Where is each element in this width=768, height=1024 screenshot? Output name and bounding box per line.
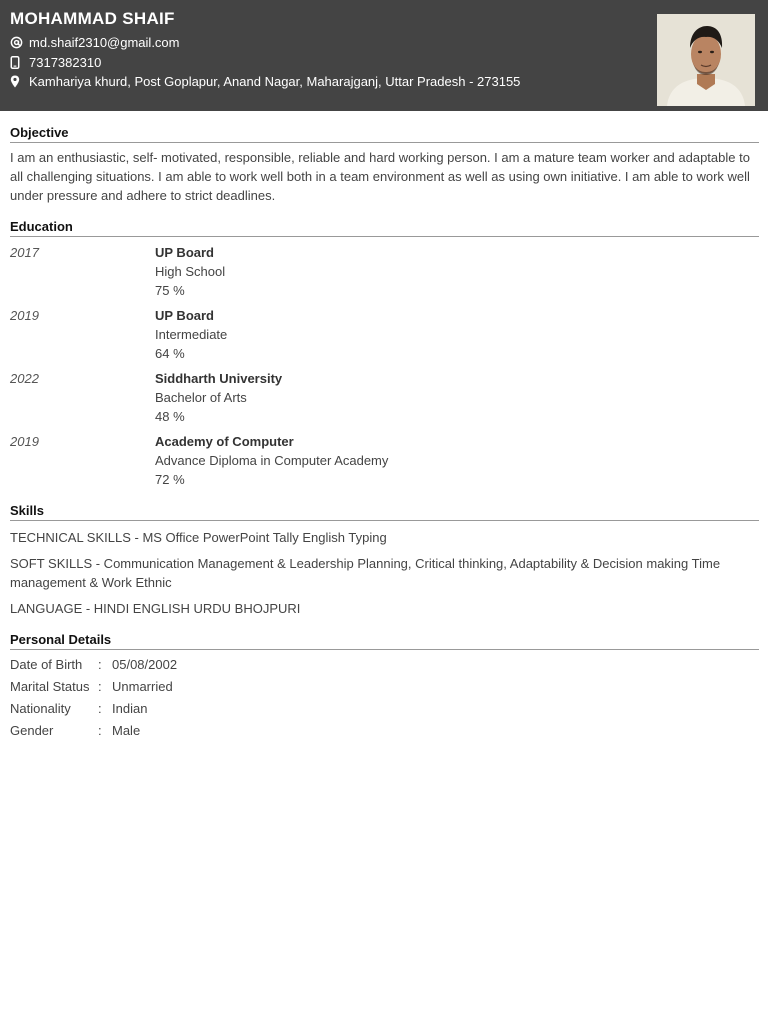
education-entry xyxy=(10,432,759,489)
skills-heading: Skills xyxy=(10,503,759,521)
education-course: Advance Diploma in Computer Academy xyxy=(155,453,389,468)
education-course: Bachelor of Arts xyxy=(155,390,247,405)
personal-detail-label: Gender xyxy=(10,723,54,738)
profile-photo xyxy=(657,14,755,106)
address-row xyxy=(10,72,758,92)
education-institution: UP Board xyxy=(155,308,214,323)
phone-row xyxy=(10,53,758,73)
resume-content xyxy=(0,125,768,742)
map-marker-icon xyxy=(10,75,29,88)
personal-details-table xyxy=(10,654,759,742)
education-entry xyxy=(10,369,759,426)
skill-language: LANGUAGE - HINDI ENGLISH URDU BHOJPURI xyxy=(10,601,301,616)
education-score: 75 % xyxy=(155,283,185,298)
candidate-name: MOHAMMAD SHAIF xyxy=(10,9,175,28)
education-score: 48 % xyxy=(155,409,185,424)
personal-detail-value: Indian xyxy=(112,701,148,716)
personal-detail-value: Unmarried xyxy=(112,679,173,694)
education-year: 2017 xyxy=(10,245,39,260)
personal-detail-label: Date of Birth xyxy=(10,657,83,672)
personal-detail-row xyxy=(10,676,759,698)
education-year: 2022 xyxy=(10,371,39,386)
personal-detail-value: Male xyxy=(112,723,141,738)
personal-detail-row xyxy=(10,720,759,742)
education-entry xyxy=(10,306,759,363)
education-course: High School xyxy=(155,264,226,279)
education-score: 72 % xyxy=(155,472,185,487)
at-icon xyxy=(10,36,29,49)
education-year: 2019 xyxy=(10,434,39,449)
mobile-phone-icon xyxy=(10,56,29,69)
resume-header xyxy=(0,0,768,111)
personal-detail-label: Marital Status xyxy=(10,679,90,694)
objective-heading: Objective xyxy=(10,125,759,143)
skill-soft: SOFT SKILLS - Communication Management & Leadership Planning, Critical thinking, Adaptability & Decision making Time management & Work Ethnic xyxy=(10,556,721,590)
phone-text: 7317382310 xyxy=(29,54,102,70)
email-text[interactable]: md.shaif2310@gmail.com xyxy=(29,35,180,51)
personal-detail-label: Nationality xyxy=(10,701,71,716)
education-institution: UP Board xyxy=(155,245,214,260)
separator-colon: : xyxy=(98,679,102,694)
separator-colon: : xyxy=(98,701,102,716)
education-heading: Education xyxy=(10,219,759,237)
personal-detail-row xyxy=(10,654,759,676)
education-list xyxy=(10,243,759,489)
separator-colon: : xyxy=(98,657,102,672)
education-year: 2019 xyxy=(10,308,39,323)
education-institution: Siddharth University xyxy=(155,371,283,386)
personal-detail-row xyxy=(10,698,759,720)
separator-colon: : xyxy=(98,723,102,738)
personal-detail-value: 05/08/2002 xyxy=(112,657,178,672)
education-institution: Academy of Computer xyxy=(155,434,294,449)
personal-details-heading: Personal Details xyxy=(10,632,759,650)
education-entry xyxy=(10,243,759,300)
address-text: Kamhariya khurd, Post Goplapur, Anand Nagar, Maharajganj, Uttar Pradesh - 273155 xyxy=(29,74,521,90)
education-course: Intermediate xyxy=(155,327,228,342)
education-score: 64 % xyxy=(155,346,185,361)
email-row xyxy=(10,33,758,53)
objective-text: I am an enthusiastic, self- motivated, responsible, reliable and hard working person. I am a mature team worker and adaptable to all challenging situations. I am able to work well both in a team environment as well as using own initiative. I am able to work well under pressure and adhere to strict deadlines. xyxy=(10,150,750,203)
skill-technical: TECHNICAL SKILLS - MS Office PowerPoint Tally English Typing xyxy=(10,530,387,545)
